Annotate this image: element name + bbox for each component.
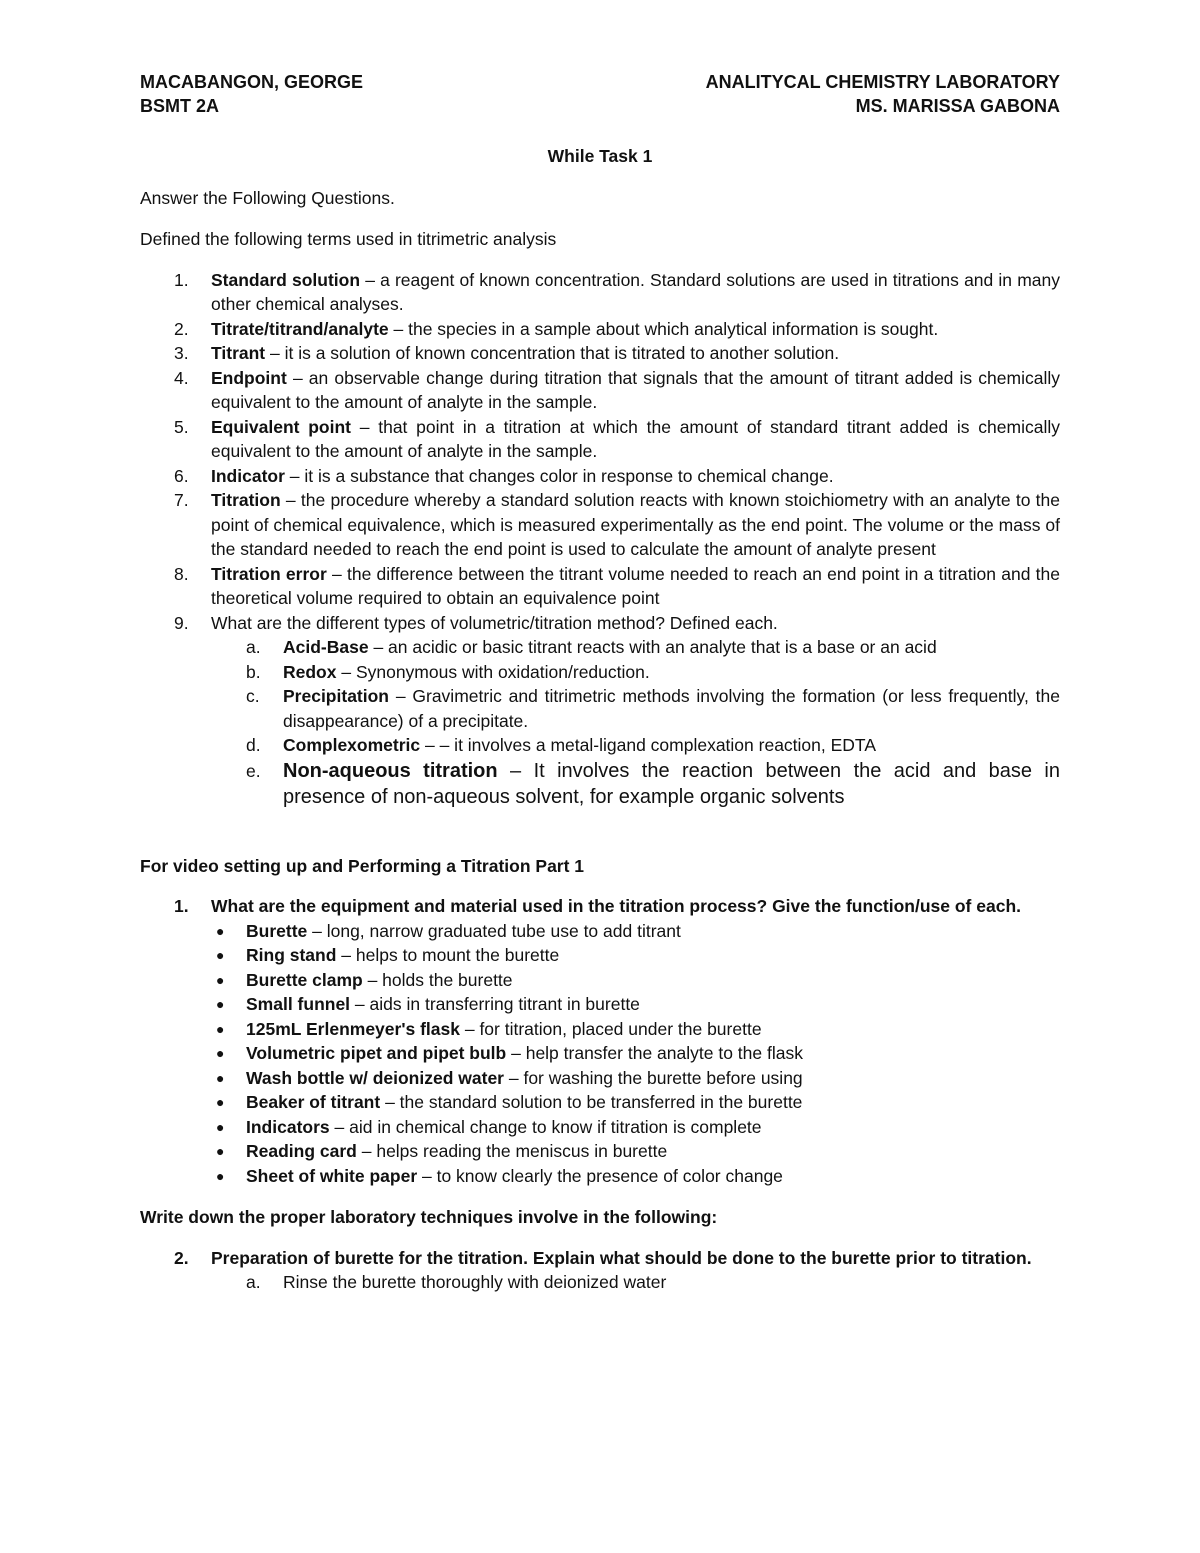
list-item bbox=[140, 1115, 1060, 1140]
list-item bbox=[140, 1139, 1060, 1164]
term-name: Indicator bbox=[211, 465, 285, 486]
student-section: BSMT 2A bbox=[140, 96, 220, 116]
term-definition: – an acidic or basic titrant reacts with an analyte that is a base or an acid bbox=[368, 637, 937, 657]
term-definition: – an observable change during titration that signals that the amount of titrant added is chemically equivalent to the amount of analyte in the sample. bbox=[211, 367, 1060, 412]
step-text: Rinse the burette thoroughly with deionized water bbox=[283, 1272, 667, 1292]
term-definition: – a reagent of known concentration. Standard solutions are used in titrations and in many other chemical analyses. bbox=[211, 269, 1060, 314]
equipment-name: Burette clamp bbox=[246, 969, 363, 990]
bullet-marker: ● bbox=[216, 922, 225, 939]
equipment-use: – helps reading the meniscus in burette bbox=[356, 1141, 668, 1161]
list-item bbox=[140, 1164, 1060, 1189]
list-marker: 1. bbox=[174, 269, 189, 290]
equipment-use: – aid in chemical change to know if titration is complete bbox=[329, 1116, 762, 1137]
term-definition: – it is a solution of known concentration that is titrated to another solution. bbox=[265, 343, 840, 363]
list-item bbox=[140, 635, 1060, 660]
term-definition: – Gravimetric and titrimetric methods involving the formation (or less frequently, the disappearance) of a precipitate. bbox=[283, 686, 1060, 731]
burette-steps-list bbox=[211, 1270, 1060, 1295]
equipment-use: – aids in transferring titrant in burette bbox=[350, 994, 640, 1014]
list-marker: 6. bbox=[174, 465, 189, 486]
bullet-marker: ● bbox=[216, 1020, 225, 1037]
document-header bbox=[140, 70, 1060, 118]
question-1 bbox=[140, 894, 1060, 1188]
equipment-name: Volumetric pipet and pipet bulb bbox=[246, 1043, 507, 1063]
list-item bbox=[140, 1017, 1060, 1042]
list-item bbox=[140, 660, 1060, 685]
list-marker: 2. bbox=[174, 318, 189, 339]
bullet-marker: ● bbox=[216, 1118, 225, 1135]
equipment-name: 125mL Erlenmeyer's flask bbox=[246, 1018, 460, 1039]
term-definition: – it is a substance that changes color in response to chemical change. bbox=[284, 465, 834, 486]
term-name: Titration bbox=[211, 490, 281, 510]
video-questions-list bbox=[140, 894, 1060, 1188]
equipment-name: Ring stand bbox=[246, 945, 337, 965]
list-item bbox=[140, 464, 1060, 489]
video-section-heading: For video setting up and Performing a Titration Part 1 bbox=[140, 855, 585, 876]
term-name: Acid-Base bbox=[283, 637, 369, 657]
list-marker: 2. bbox=[174, 1247, 189, 1268]
titration-types-list bbox=[211, 635, 1060, 810]
term-name: Titration error bbox=[211, 563, 327, 584]
list-marker: b. bbox=[246, 661, 261, 682]
bullet-marker: ● bbox=[216, 1094, 225, 1110]
equipment-name: Indicators bbox=[246, 1116, 330, 1137]
equipment-use: – help transfer the analyte to the flask bbox=[506, 1043, 803, 1063]
list-item bbox=[140, 562, 1060, 611]
bullet-marker: ● bbox=[216, 971, 225, 988]
list-item bbox=[140, 1066, 1060, 1091]
equipment-use: – for titration, placed under the burette bbox=[459, 1018, 762, 1039]
term-definition: – that point in a titration at which the amount of standard titrant added is chemically equivalent to the amount of analyte in the sample. bbox=[211, 416, 1060, 461]
bullet-marker: ● bbox=[216, 996, 225, 1012]
list-item bbox=[140, 919, 1060, 944]
list-marker: 5. bbox=[174, 416, 189, 437]
intro-text: Answer the Following Questions. bbox=[140, 187, 395, 208]
list-marker: a. bbox=[246, 637, 261, 657]
list-item bbox=[140, 366, 1060, 415]
list-marker: a. bbox=[246, 1272, 261, 1292]
question-text: Preparation of burette for the titration. Explain what should be done to the burette prior to titration. bbox=[211, 1247, 1032, 1268]
term-definition: – the difference between the titrant volume needed to reach an end point in a titration and the theoretical volume required to obtain an equivalence point bbox=[211, 563, 1061, 608]
list-item bbox=[140, 341, 1060, 366]
header-right bbox=[706, 70, 1060, 118]
terms-list bbox=[140, 268, 1060, 810]
term-name: Standard solution bbox=[211, 269, 361, 290]
question-2 bbox=[140, 1246, 1060, 1295]
equipment-list bbox=[211, 919, 1060, 1189]
instructor-name: MS. MARISSA GABONA bbox=[855, 96, 1060, 116]
list-item bbox=[140, 488, 1060, 562]
question-text: What are the equipment and material used in the titration process? Give the function/use of each. bbox=[211, 896, 1021, 916]
list-item bbox=[140, 1090, 1060, 1115]
equipment-name: Wash bottle w/ deionized water bbox=[246, 1067, 504, 1088]
list-item bbox=[140, 968, 1060, 993]
list-item bbox=[140, 992, 1060, 1017]
equipment-name: Burette bbox=[246, 920, 308, 941]
term-name: Equivalent point bbox=[211, 416, 351, 437]
bullet-marker: ● bbox=[216, 1167, 225, 1184]
list-item bbox=[140, 943, 1060, 968]
page-title: While Task 1 bbox=[547, 146, 653, 166]
list-item bbox=[140, 317, 1060, 342]
equipment-use: – to know clearly the presence of color change bbox=[417, 1165, 783, 1186]
question-9 bbox=[140, 611, 1060, 810]
term-name: Precipitation bbox=[283, 686, 389, 706]
header-left bbox=[140, 70, 363, 118]
course-title: ANALITYCAL CHEMISTRY LABORATORY bbox=[705, 72, 1060, 92]
list-marker: 9. bbox=[174, 612, 189, 633]
list-marker: 7. bbox=[174, 490, 189, 510]
equipment-use: – helps to mount the burette bbox=[336, 945, 560, 965]
bullet-marker: ● bbox=[216, 1045, 225, 1061]
techniques-heading: Write down the proper laboratory techniques involve in the following: bbox=[140, 1207, 718, 1227]
equipment-use: – holds the burette bbox=[362, 969, 513, 990]
list-item bbox=[140, 1041, 1060, 1066]
question-text: What are the different types of volumetric/titration method? Defined each. bbox=[211, 612, 778, 633]
term-definition: – the procedure whereby a standard solution reacts with known stoichiometry with an analyte to the point of chemical equivalence, which is measured experimentally as the end point. The volume or the mass of the standard needed to reach the end point is used to calculate the amount of analyte present bbox=[211, 490, 1060, 559]
equipment-use: – for washing the burette before using bbox=[504, 1067, 803, 1088]
list-item bbox=[140, 684, 1060, 733]
list-marker: d. bbox=[246, 735, 261, 755]
list-item bbox=[140, 415, 1060, 464]
term-name: Titrant bbox=[211, 343, 266, 363]
term-definition: – Synonymous with oxidation/reduction. bbox=[336, 661, 650, 682]
equipment-name: Beaker of titrant bbox=[246, 1092, 381, 1112]
equipment-name: Sheet of white paper bbox=[246, 1165, 418, 1186]
bullet-marker: ● bbox=[216, 947, 225, 963]
term-name: Redox bbox=[283, 661, 337, 682]
instruction-text: Defined the following terms used in titrimetric analysis bbox=[140, 229, 557, 249]
list-marker: 4. bbox=[174, 367, 189, 388]
list-marker: 1. bbox=[174, 896, 189, 916]
document-content bbox=[140, 70, 1060, 1295]
term-name: Endpoint bbox=[211, 367, 287, 388]
equipment-use: – long, narrow graduated tube use to add titrant bbox=[307, 920, 681, 941]
term-name: Non-aqueous titration bbox=[283, 759, 498, 782]
list-marker: c. bbox=[246, 686, 260, 706]
term-name: Complexometric bbox=[283, 735, 421, 755]
techniques-list bbox=[140, 1246, 1060, 1295]
bullet-marker: ● bbox=[216, 1143, 225, 1159]
bullet-marker: ● bbox=[216, 1069, 225, 1086]
term-definition: – – it involves a metal-ligand complexation reaction, EDTA bbox=[420, 735, 876, 755]
equipment-name: Reading card bbox=[246, 1141, 357, 1161]
term-name: Titrate/titrand/analyte bbox=[211, 318, 389, 339]
list-item bbox=[140, 1270, 1060, 1295]
list-item bbox=[140, 268, 1060, 317]
student-name: MACABANGON, GEORGE bbox=[140, 72, 364, 92]
list-marker: 8. bbox=[174, 563, 189, 584]
list-marker: e. bbox=[246, 760, 261, 781]
list-item bbox=[140, 733, 1060, 758]
equipment-use: – the standard solution to be transferred in the burette bbox=[380, 1092, 803, 1112]
list-marker: 3. bbox=[174, 343, 189, 363]
equipment-name: Small funnel bbox=[246, 994, 351, 1014]
term-definition: – It involves the reaction between the acid and base in presence of non-aqueous solvent, for example organic solvents bbox=[283, 759, 1061, 808]
list-item bbox=[140, 758, 1060, 810]
term-definition: – the species in a sample about which analytical information is sought. bbox=[388, 318, 939, 339]
